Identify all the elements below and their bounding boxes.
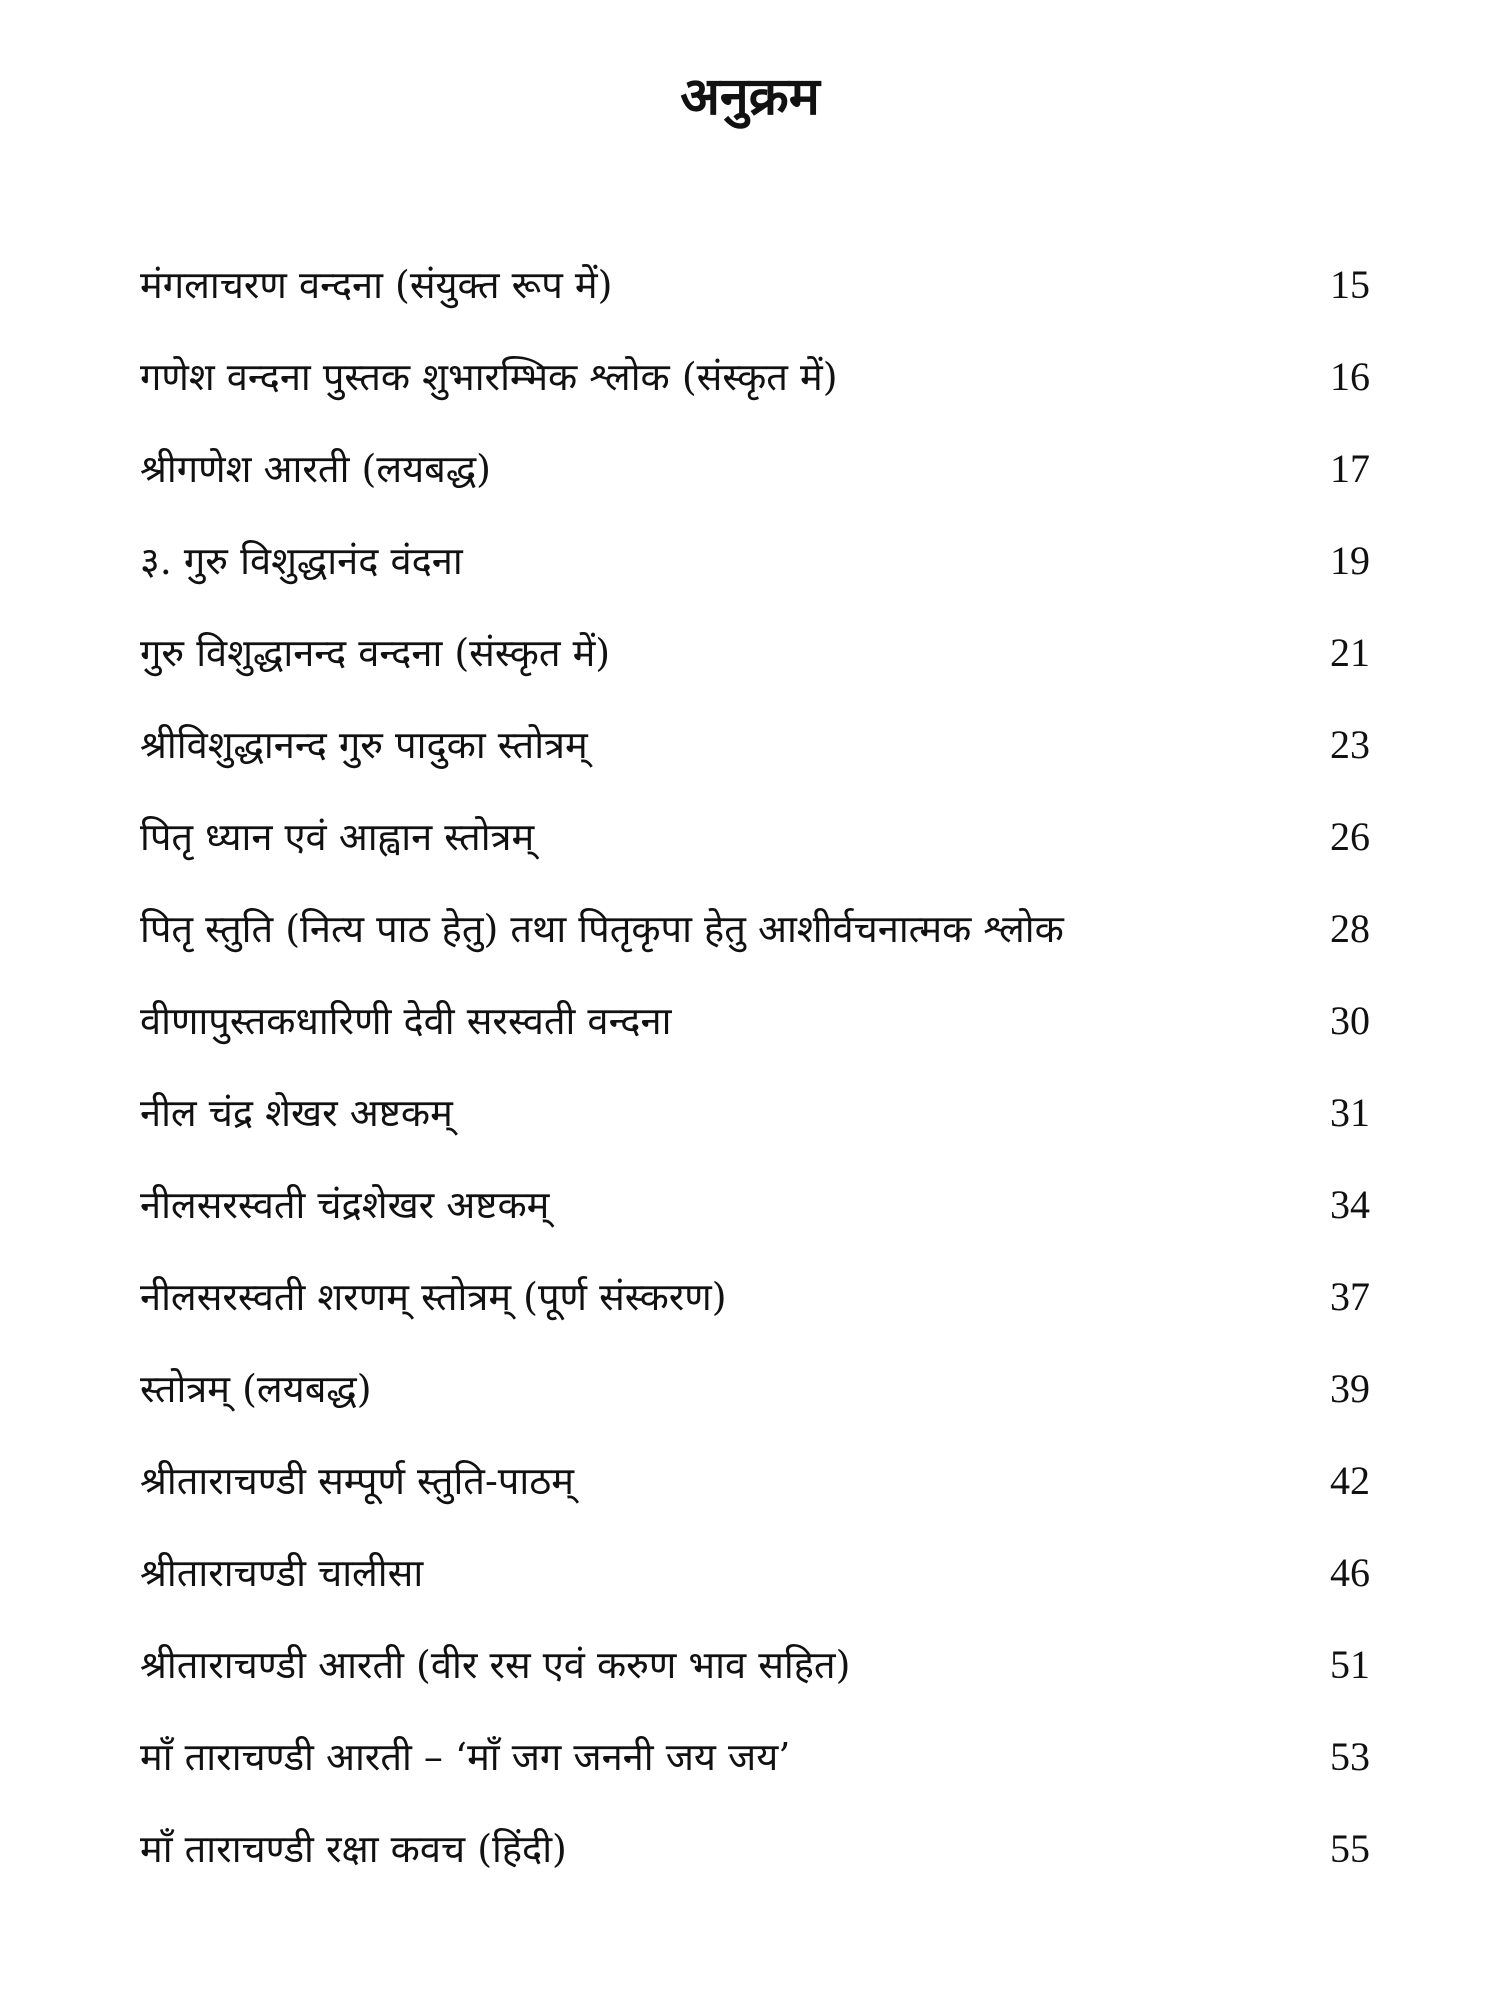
toc-entry-page: 55 [1330, 1826, 1370, 1871]
toc-entry-page: 26 [1330, 814, 1370, 859]
toc-entry-title: पितृ ध्यान एवं आह्वान स्तोत्रम् [140, 815, 535, 859]
toc-entry-title: वीणापुस्तकधारिणी देवी सरस्वती वन्दना [140, 999, 672, 1043]
toc-entry-title: माँ ताराचण्डी रक्षा कवच (हिंदी) [140, 1827, 567, 1871]
toc-entry-page: 19 [1330, 538, 1370, 583]
toc-entry-page: 15 [1330, 262, 1370, 307]
toc-entry-title: मंगलाचरण वन्दना (संयुक्त रूप में) [140, 263, 613, 307]
toc-entry-title: ३. गुरु विशुद्धानंद वंदना [140, 539, 463, 583]
toc-entry[interactable] [140, 1803, 1370, 1895]
toc-entry-page: 28 [1330, 906, 1370, 951]
toc-entry[interactable] [140, 1435, 1370, 1527]
toc-entry-title: श्रीविशुद्धानन्द गुरु पादुका स्तोत्रम् [140, 723, 588, 767]
table-of-contents [140, 239, 1370, 1895]
toc-entry-page: 30 [1330, 998, 1370, 1043]
toc-entry-page: 34 [1330, 1182, 1370, 1227]
toc-entry-title: नील चंद्र शेखर अष्टकम् [140, 1091, 453, 1135]
toc-entry[interactable] [140, 423, 1370, 515]
toc-entry-page: 39 [1330, 1366, 1370, 1411]
toc-entry-title: गणेश वन्दना पुस्तक शुभारम्भिक श्लोक (संस्कृत में) [140, 355, 838, 399]
toc-entry[interactable] [140, 1159, 1370, 1251]
toc-entry-title: गुरु विशुद्धानन्द वन्दना (संस्कृत में) [140, 631, 611, 675]
toc-entry[interactable] [140, 883, 1370, 975]
toc-entry-page: 17 [1330, 446, 1370, 491]
toc-entry-title: श्रीताराचण्डी चालीसा [140, 1551, 424, 1595]
toc-entry[interactable] [140, 699, 1370, 791]
toc-entry[interactable] [140, 791, 1370, 883]
toc-entry-title: श्रीताराचण्डी आरती (वीर रस एवं करुण भाव सहित) [140, 1643, 851, 1687]
toc-entry-title: नीलसरस्वती शरणम् स्तोत्रम् (पूर्ण संस्करण) [140, 1275, 727, 1319]
toc-entry-title: पितृ स्तुति (नित्य पाठ हेतु) तथा पितृकृपा हेतु आशीर्वचनात्मक श्लोक [140, 907, 1064, 951]
toc-entry[interactable] [140, 1251, 1370, 1343]
toc-entry-title: स्तोत्रम् (लयबद्ध) [140, 1367, 372, 1411]
toc-entry-title: श्रीताराचण्डी सम्पूर्ण स्तुति-पाठम् [140, 1459, 575, 1503]
toc-entry-page: 21 [1330, 630, 1370, 675]
toc-entry-page: 42 [1330, 1458, 1370, 1503]
toc-entry-page: 51 [1330, 1642, 1370, 1687]
toc-entry[interactable] [140, 975, 1370, 1067]
toc-entry-page: 53 [1330, 1734, 1370, 1779]
toc-entry-page: 16 [1330, 354, 1370, 399]
toc-entry[interactable] [140, 607, 1370, 699]
toc-entry[interactable] [140, 1711, 1370, 1803]
toc-entry-page: 23 [1330, 722, 1370, 767]
page-title: अनुक्रम [680, 66, 820, 127]
toc-entry[interactable] [140, 1067, 1370, 1159]
toc-entry[interactable] [140, 515, 1370, 607]
toc-entry-page: 37 [1330, 1274, 1370, 1319]
toc-entry-title: नीलसरस्वती चंद्रशेखर अष्टकम् [140, 1183, 550, 1227]
toc-entry-title: माँ ताराचण्डी आरती – ‘माँ जग जननी जय जय’ [140, 1735, 791, 1779]
toc-entry[interactable] [140, 1619, 1370, 1711]
toc-entry-page: 31 [1330, 1090, 1370, 1135]
toc-entry[interactable] [140, 1343, 1370, 1435]
toc-entry[interactable] [140, 239, 1370, 331]
toc-entry-page: 46 [1330, 1550, 1370, 1595]
toc-entry[interactable] [140, 331, 1370, 423]
toc-entry-title: श्रीगणेश आरती (लयबद्ध) [140, 447, 492, 491]
toc-entry[interactable] [140, 1527, 1370, 1619]
